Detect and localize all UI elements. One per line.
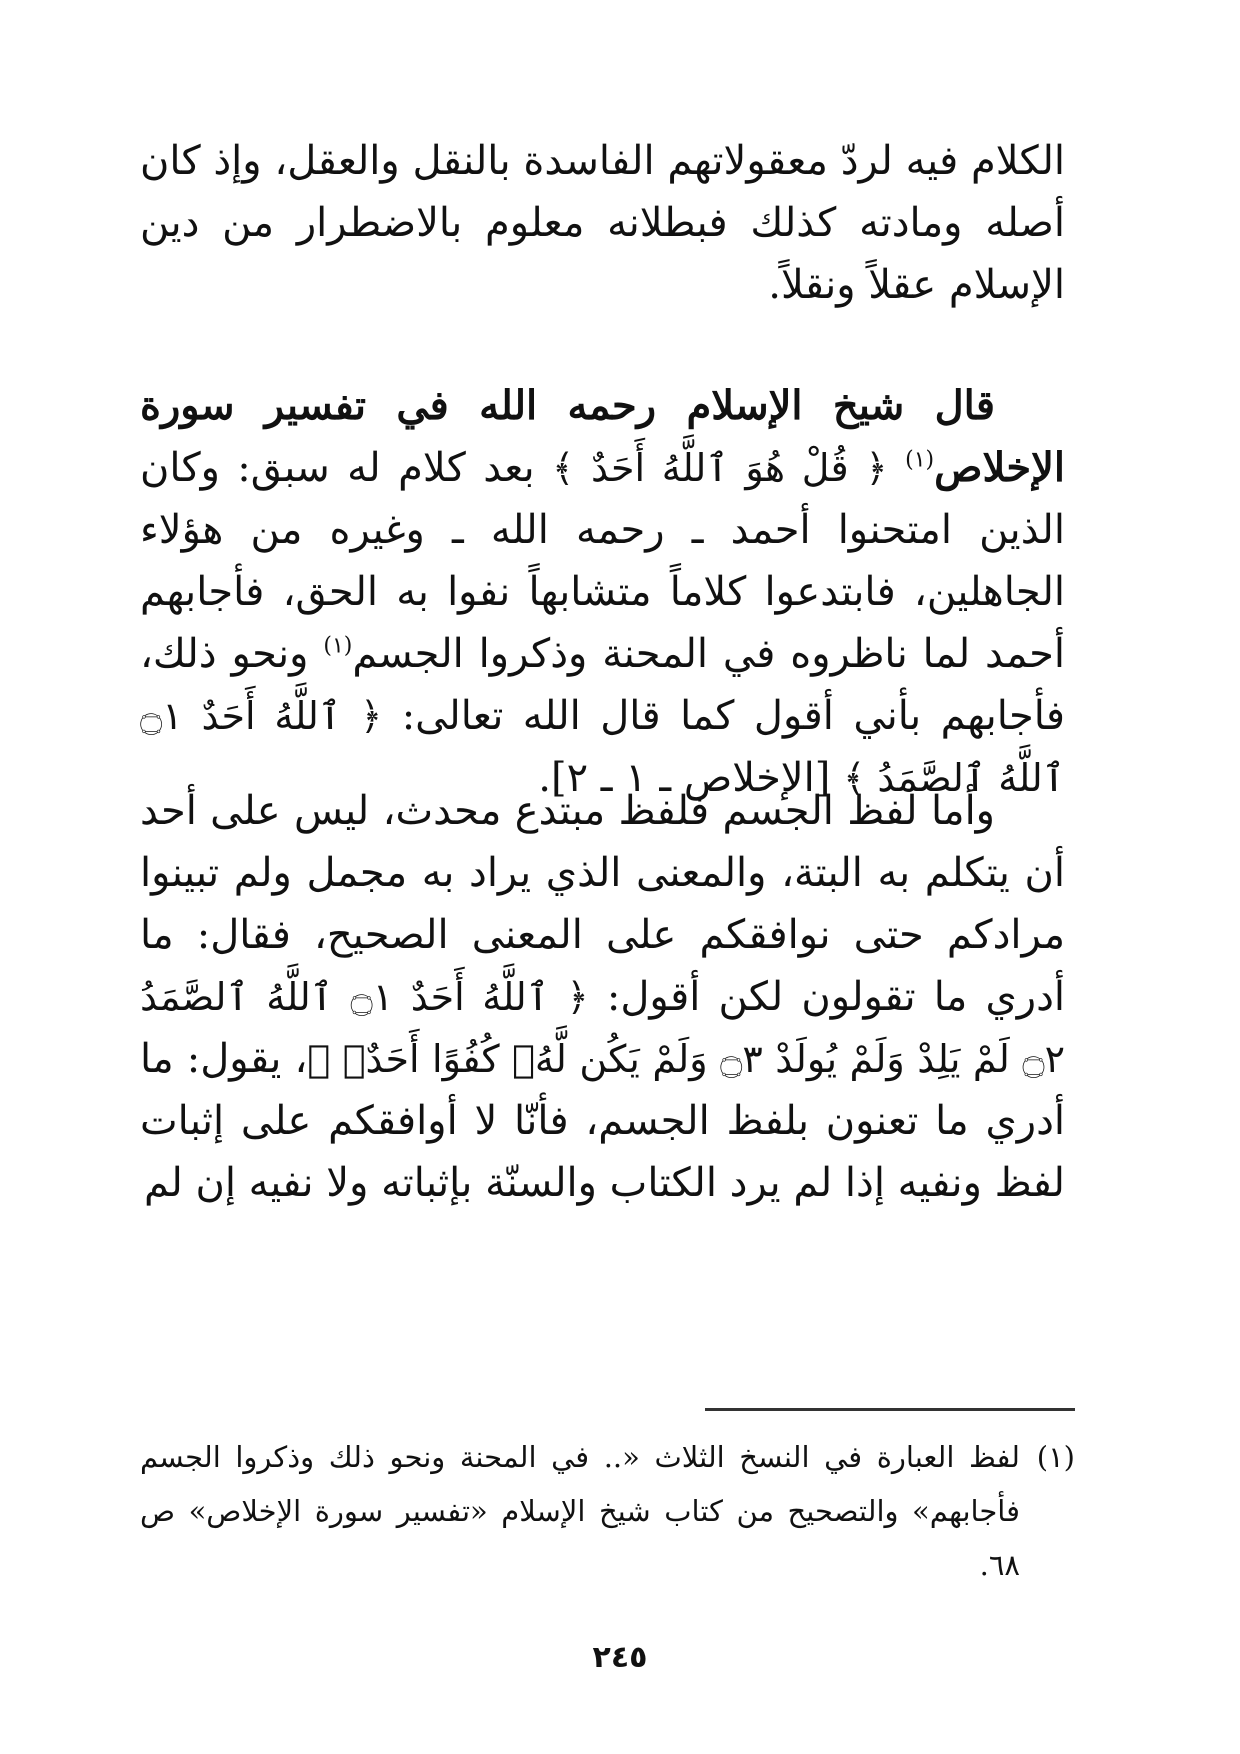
quran-verse: ﴿ ٱللَّهُ أَحَدٌ ۝١ ٱللَّهُ ٱلصَّمَدُ ﴾: [140, 694, 1065, 800]
footnote-text: لفظ العبارة في النسخ الثلاث «.. في المحنة ونحو ذلك وذكروا الجسم فأجابهم» والتصحيح من كتاب شيخ الإسلام «تفسير سورة الإخلاص» ص ٦٨.: [140, 1440, 1020, 1582]
footnote-reference: (١): [905, 447, 935, 473]
footnote-number: (١): [1036, 1440, 1075, 1474]
paragraph-3-text-a: وأما لفظ الجسم فلفظ مبتدع محدث، ليس على أحد أن يتكلم به البتة، والمعنى الذي يراد به مجمل ولم تبينوا مرادكم حتى نوافقكم على المعنى الصحيح، فقال: ما أدري ما تقولون لكن أقول:: [140, 788, 1066, 1020]
quran-verse: ﴿ قُلْ هُوَ ٱللَّهُ أَحَدٌ ﴾: [552, 446, 888, 490]
footnote-reference: (١): [323, 633, 353, 659]
page-number: ٢٤٥: [592, 1640, 648, 1675]
paragraph-1-text: الكلام فيه لردّ معقولاتهم الفاسدة بالنقل والعقل، وإذ كان أصله ومادته كذلك فبطلانه معلوم بالاضطرار من دين الإسلام عقلاً ونقلاً.: [140, 138, 1065, 308]
quran-verse: ﴿ ٱللَّهُ أَحَدٌ ۝١ ٱللَّهُ ٱلصَّمَدُ ۝٢ لَمْ يَلِدْ وَلَمْ يُولَدْ ۝٣ وَلَمْ يَكُن لَّهُۥ كُفُوًا أَحَدٌۢ ﴾: [140, 975, 1065, 1081]
paragraph-1: [140, 130, 1065, 316]
paragraph-3: [140, 780, 1065, 1214]
paragraph-2-text-a: بعد كلام له سبق: وكان الذين امتحنوا أحمد ـ رحمه الله ـ وغيره من هؤلاء الجاهلين، فابتدعوا كلاماً متشابهاً نفوا به الحق، فأجابهم أحمد لما ناظروه في المحنة وذكروا الجسم: [140, 445, 1065, 677]
section-heading: قال شيخ الإسلام رحمه الله في تفسير سورة الإخلاص: [140, 382, 1065, 491]
paragraph-3-text-b: ، يقول: ما أدري ما تعنون بلفظ الجسم، فأنّا لا أوافقكم على إثبات لفظ ونفيه إذا لم يرد الكتاب والسنّة بإثباته ولا نفيه إن لم: [140, 1036, 1065, 1206]
paragraph-2: [140, 375, 1065, 809]
footnote-separator: [705, 1408, 1075, 1411]
quran-citation: [الإخلاص ـ ١ ـ ٢].: [538, 755, 831, 801]
paragraph-2-text-b: ونحو ذلك، فأجابهم بأني أقول كما قال الله تعالى:: [140, 631, 1065, 739]
footnote: [140, 1430, 1075, 1592]
